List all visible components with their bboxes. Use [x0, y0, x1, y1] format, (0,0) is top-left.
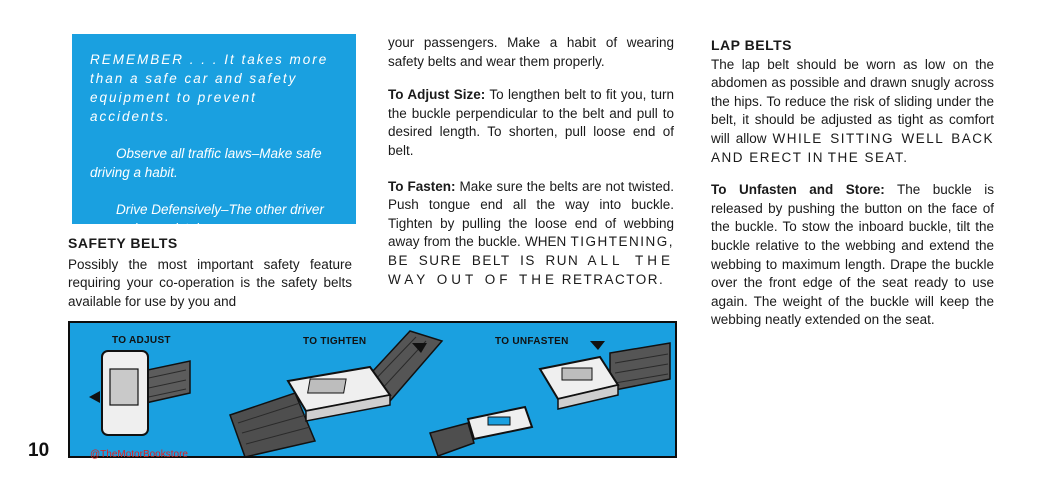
lap-belts-paragraph: [711, 56, 994, 168]
safety-belts-paragraph: Possibly the most important safety feature requiring your co-operation is the safety belts available for use by you and: [68, 256, 352, 309]
arrow-left-icon: [89, 391, 100, 403]
arrow-unfasten-icon: [590, 341, 605, 350]
lap-belts-heading: LAP BELTS: [711, 37, 792, 53]
watermark: @TheMotorBookstore: [90, 449, 188, 460]
continuation-paragraph: your passengers. Make a habit of wearing safety belts and wear them properly.: [388, 35, 674, 69]
fasten-text: Make sure the belts are not twisted. Push tongue end all the way into buckle. Tighten by pulling the loose end of webbing away from the buckle. WHEN: [388, 178, 674, 250]
lap-belts-text: The lap belt should be worn as low on the abdomen as possible and drawn snugly across the hips. To reduce the risk of sliding under the belt, it should be adjusted as tight as comfort will allow: [711, 56, 994, 146]
lap-belts-caps-2: THE SEAT.: [827, 149, 909, 165]
unfasten-label: To Unfasten and Store:: [711, 182, 885, 198]
unfasten-paragraph: [711, 181, 994, 330]
unfasten-illustration: [430, 341, 670, 456]
unfasten-text: The buckle is released by pushing the button on the face of the buckle. To stow the inboard buckle, tilt the buckle relative to the webbing and extend the webbing to maximum length. Drape the buckle over the front edge of the seat ready to use again. The weight of the buckle will keep the webbing neatly extended on the seat.: [711, 182, 994, 328]
adjust-size-text: To lengthen belt to fit you, turn the buckle perpendicular to the belt and pull to desired length. To shorten, pull loose end of belt.: [388, 87, 674, 158]
remember-text-1: REMEMBER . . . It takes more than a safe car and safety equipment to prevent accidents.: [90, 52, 329, 124]
adjust-size-label: To Adjust Size:: [388, 87, 486, 103]
lap-belts-caps-1: WHILE SITTING WELL BACK AND ERECT IN: [711, 130, 994, 165]
adjust-size-paragraph: [388, 86, 674, 160]
safety-belts-section: [68, 234, 352, 311]
belt-illustration-panel: [68, 321, 677, 458]
fasten-paragraph: [388, 178, 674, 290]
remember-text-3: Drive Defensively–The other driver can make a mistake.: [90, 202, 324, 236]
remember-callout-box: [72, 34, 356, 236]
remember-text-2: Observe all traffic laws–Make safe driving a habit.: [90, 146, 322, 180]
fasten-caps-2: ALL THE WAY OUT OF THE: [388, 252, 674, 287]
fasten-label: To Fasten:: [388, 178, 456, 194]
fasten-caps-1: TIGHTENING, BE SURE BELT IS RUN: [388, 234, 674, 268]
caption-tighten: TO TIGHTEN: [303, 336, 367, 347]
caption-unfasten: TO UNFASTEN: [495, 336, 569, 347]
adjust-illustration: [89, 351, 190, 435]
lap-belts-section: [711, 36, 994, 330]
caption-adjust: TO ADJUST: [112, 335, 171, 346]
tighten-illustration: [230, 331, 442, 457]
fasten-caps-3: RETRACTOR.: [561, 271, 665, 287]
page-number: 10: [28, 440, 50, 461]
middle-column: [388, 34, 674, 289]
safety-belts-heading: SAFETY BELTS: [68, 235, 178, 251]
